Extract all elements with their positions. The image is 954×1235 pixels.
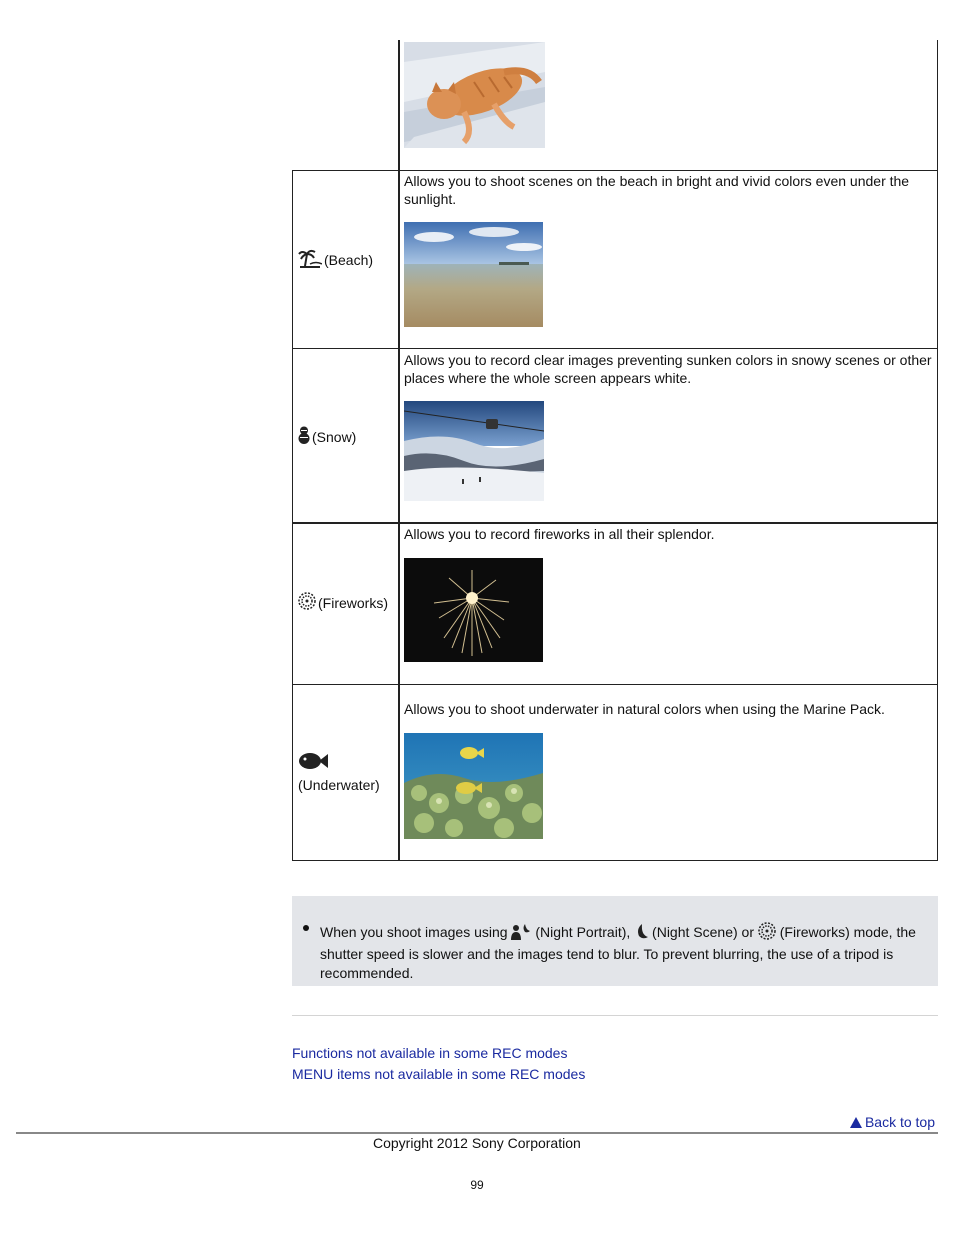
table-border-right — [937, 40, 938, 861]
snowman-icon — [298, 426, 310, 448]
table-border-left — [292, 170, 293, 861]
underwater-description: Allows you to shoot underwater in natural colors when using the Marine Pack. — [404, 701, 885, 717]
row-divider — [292, 684, 938, 685]
snow-photo — [404, 401, 544, 501]
beach-description: Allows you to shoot scenes on the beach in bright and vivid colors even under the sunlight. — [404, 173, 910, 207]
note-fireworks: (Fireworks) mode, the shutter speed is slower and the images tend to blur. To prevent blurring, the use of a tripod is recommended. — [320, 924, 916, 981]
note-text — [320, 922, 920, 983]
fish-icon — [298, 752, 328, 774]
back-to-top-link[interactable] — [850, 1114, 935, 1130]
beach-label — [298, 248, 373, 272]
fireworks-icon — [758, 922, 776, 945]
row-divider — [292, 348, 938, 349]
row-divider — [292, 860, 938, 861]
table-column-divider — [398, 40, 400, 861]
scene-label-fireworks: (Fireworks) — [318, 595, 388, 611]
copyright: Copyright 2012 Sony Corporation — [373, 1135, 581, 1151]
night-scene-icon — [634, 923, 648, 945]
fireworks-photo — [404, 558, 543, 662]
fireworks-label — [298, 592, 388, 614]
cat-photo — [404, 42, 545, 148]
up-triangle-icon — [850, 1117, 862, 1128]
snow-label — [298, 426, 356, 448]
row-divider — [292, 522, 938, 524]
note-box — [292, 896, 938, 986]
link-functions-not-available[interactable]: Functions not available in some REC modes — [292, 1045, 568, 1061]
beach-icon — [298, 248, 322, 272]
back-to-top-label: Back to top — [864, 1114, 935, 1130]
snow-description: Allows you to record clear images preventing sunken colors in snowy scenes or other places where the whole screen appears white. — [404, 352, 932, 386]
note-night-portrait: (Night Portrait), — [535, 924, 631, 940]
note-night-scene: (Night Scene) or — [652, 924, 754, 940]
scene-table — [292, 40, 938, 861]
section-divider — [292, 1015, 938, 1016]
beach-photo — [404, 222, 543, 327]
underwater-label — [298, 752, 380, 794]
footer-divider — [16, 1132, 938, 1134]
scene-label-underwater: (Underwater) — [298, 777, 380, 793]
scene-label-beach: (Beach) — [324, 252, 374, 268]
note-text-part1: When you shoot images using — [320, 924, 508, 940]
underwater-photo — [404, 733, 543, 839]
page-number: 99 — [470, 1178, 484, 1192]
fireworks-icon — [298, 592, 316, 614]
fireworks-description: Allows you to record fireworks in all their splendor. — [404, 526, 715, 542]
scene-label-snow: (Snow) — [312, 429, 357, 445]
link-menu-items-not-available[interactable]: MENU items not available in some REC modes — [292, 1066, 586, 1082]
bullet-point — [303, 925, 309, 931]
night-portrait-icon — [511, 923, 531, 945]
row-divider — [292, 170, 938, 171]
